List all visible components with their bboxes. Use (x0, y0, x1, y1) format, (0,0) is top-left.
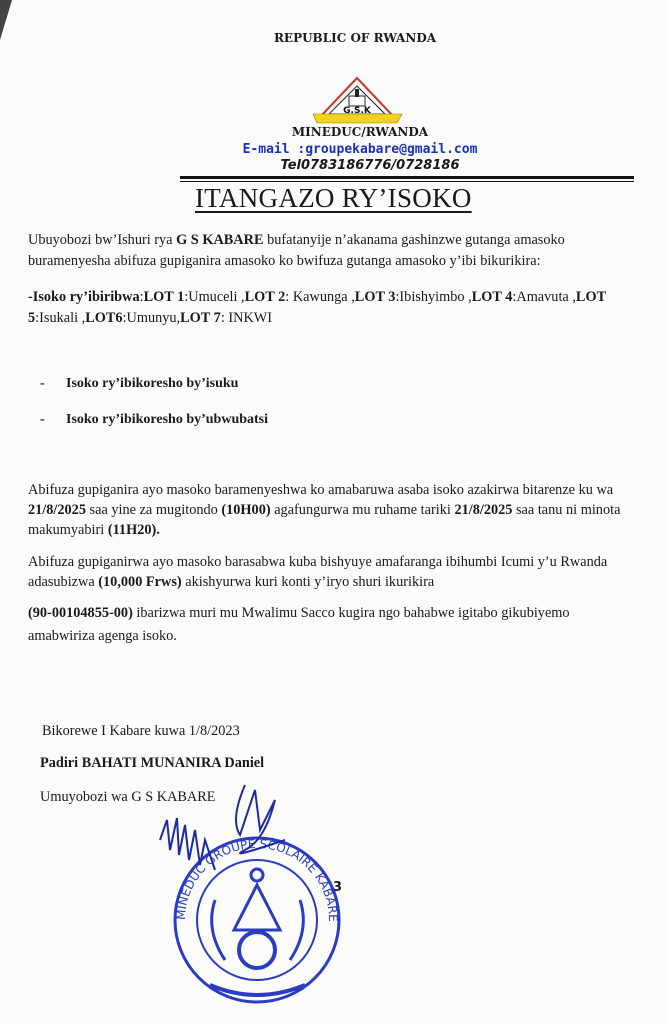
page-number: 3 (333, 880, 343, 895)
school-logo (305, 76, 410, 126)
official-stamp (145, 780, 375, 1015)
text-segment: Ubuyobozi bw’Ishuri rya (28, 232, 177, 248)
email-line: E-mail :groupekabare@gmail.com (242, 142, 478, 157)
logo-text: G.S.K (343, 106, 371, 116)
photo-corner-shadow (0, 0, 12, 40)
text-segment: agafungurwa mu ruhame tariki (270, 502, 455, 518)
bullet-text: Isoko ry’ibikoresho by’ubwubatsi (66, 412, 269, 427)
text-segment: Abifuza gupiganirwa ayo masoko barasabwa kuba bishyuye amafaranga ibihumbi Icumi y’u Rwanda adasubizwa (28, 554, 608, 590)
bullet-text: Isoko ry’ibikoresho by’isuku (66, 376, 239, 391)
signatory-role: Umuyobozi wa G S KABARE (40, 789, 216, 805)
lots-paragraph (28, 287, 638, 329)
bold-text-segment: 21/8/2025 (28, 502, 86, 518)
text-segment: akishyurwa kuri konti y’iryo shuri ikurikira (181, 574, 435, 590)
text-segment: :Umuceli , (184, 289, 245, 305)
text-segment: :Ibishyimbo , (395, 289, 472, 305)
bold-text-segment: 21/8/2025 (454, 502, 513, 518)
bold-text-segment: LOT 2 (244, 289, 286, 305)
intro-paragraph (28, 230, 638, 272)
deadline-paragraph (28, 480, 638, 540)
bold-text-segment: LOT 1 (143, 289, 185, 305)
text-segment: saa tanu ni minota makumyabiri (28, 502, 621, 538)
bold-text-segment: LOT6 (85, 310, 123, 326)
bold-text-segment: LOT 7 (180, 310, 221, 326)
bold-text-segment: (10H00) (221, 502, 271, 518)
bold-text-segment: LOT 3 (354, 289, 396, 305)
text-segment: saa yine za mugitondo (85, 502, 222, 518)
place-date: Bikorewe I Kabare kuwa 1/8/2023 (42, 723, 240, 739)
text-segment: : INKWI (220, 310, 273, 326)
bold-text-segment: (10,000 Frws) (98, 574, 182, 590)
text-segment: :Amavuta , (512, 289, 576, 305)
bullet-item: - Isoko ry’ibikoresho by’isuku (40, 376, 239, 391)
bullet-item: - Isoko ry’ibikoresho by’ubwubatsi (40, 412, 269, 427)
country-heading: REPUBLIC OF RWANDA (273, 31, 437, 45)
text-segment: Abifuza gupiganira ayo masoko baramenyeshwa ko amabaruwa asaba isoko azakirwa bitarenze ku wa (28, 482, 614, 498)
text-segment: bufatanyije n’akanama gashinzwe gutanga amasoko buramenyesha abifuza gupiganira amasoko ko bwifuza gutanga amasoko y’ibi bikurikira: (28, 232, 565, 269)
bold-text-segment: LOT 4 (471, 289, 513, 305)
bold-text-segment: (11H20). (107, 522, 160, 538)
text-segment: : Kawunga , (285, 289, 355, 305)
phone-line: Tel0783186776/0728186 (280, 158, 460, 173)
account-paragraph (28, 602, 638, 648)
bold-text-segment: (90-00104855-00) (28, 605, 133, 621)
signatory-name: Padiri BAHATI MUNANIRA Daniel (40, 755, 265, 771)
text-segment: :Isukali , (35, 310, 86, 326)
bold-text-segment: G S KABARE (176, 232, 264, 248)
text-segment: :Umunyu, (122, 310, 181, 326)
stamp-text: MINEDUC GROUPE SCOLAIRE KABARE (173, 836, 341, 922)
text-segment: : (139, 289, 144, 305)
document-title: ITANGAZO RY’ISOKO (195, 183, 472, 213)
bold-text-segment: LOT 5 (28, 289, 606, 326)
header-divider (180, 176, 634, 179)
text-segment: ibarizwa muri mu Mwalimu Sacco kugira ngo bahabwe igitabo gikubiyemo amabwiriza agenga isoko. (28, 605, 570, 644)
header-divider-thin (180, 181, 634, 182)
fee-paragraph (28, 552, 638, 592)
bold-text-segment: -Isoko ry’ibiribwa (28, 289, 140, 305)
ministry-line: MINEDUC/RWANDA (291, 125, 429, 139)
